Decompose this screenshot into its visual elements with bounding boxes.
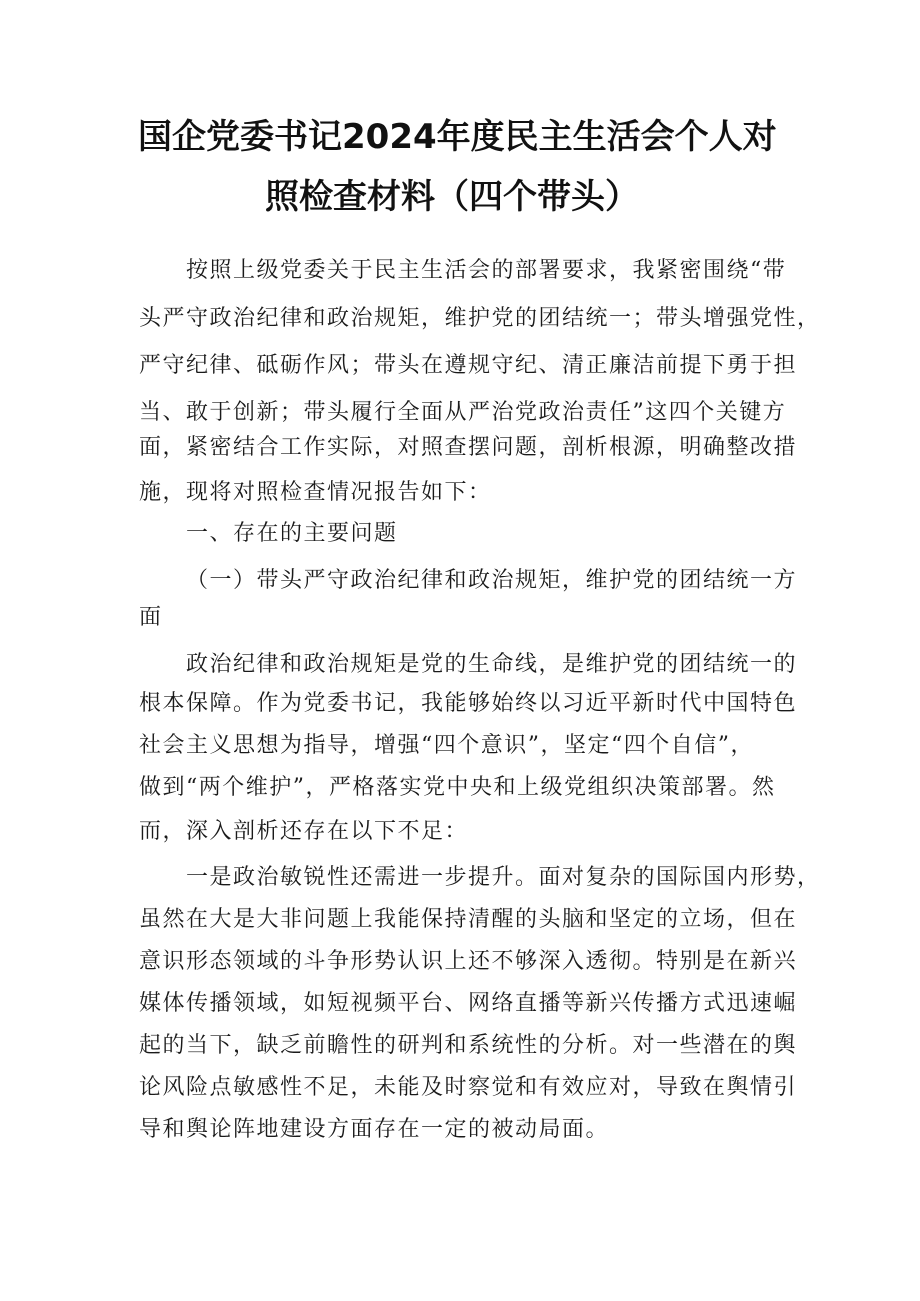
paragraph-line: 论风险点敏感性不足，未能及时察觉和有效应对，导致在舆情引 xyxy=(139,1075,798,1100)
intro-paragraph-line: 按照上级党委关于民主生活会的部署要求，我紧密围绕“带 xyxy=(186,258,787,283)
paragraph-line: 而，深入剖析还存在以下不足： xyxy=(139,819,469,844)
paragraph-line: 政治纪律和政治规矩是党的生命线，是维护党的团结统一的 xyxy=(186,652,798,677)
paragraph-line: 导和舆论阵地建设方面存在一定的被动局面。 xyxy=(139,1117,610,1142)
subsection-heading-line: （一）带头严守政治纪律和政治规矩，维护党的团结统一方 xyxy=(186,568,798,593)
document-title-line-2: 照检查材料（四个带头） xyxy=(265,177,639,217)
intro-paragraph-line: 施，现将对照检查情况报告如下： xyxy=(139,480,492,505)
paragraph-line: 意识形态领域的斗争形势认识上还不够深入透彻。特别是在新兴 xyxy=(139,949,798,974)
subsection-heading-line: 面 xyxy=(139,605,163,630)
paragraph-line: 媒体传播领域，如短视频平台、网络直播等新兴传播方式迅速崛 xyxy=(139,991,798,1016)
paragraph-line: 起的当下，缺乏前瞻性的研判和系统性的分析。对一些潜在的舆 xyxy=(139,1033,798,1058)
paragraph-line: 虽然在大是大非问题上我能保持清醒的头脑和坚定的立场，但在 xyxy=(139,907,798,932)
paragraph-line: 根本保障。作为党委书记，我能够始终以习近平新时代中国特色 xyxy=(139,691,798,716)
section-heading: 一、存在的主要问题 xyxy=(186,521,398,546)
document-title-line-1: 国企党委书记2024年度民主生活会个人对 xyxy=(138,117,777,157)
paragraph-line: 社会主义思想为指导，增强“四个意识”，坚定“四个自信”， xyxy=(139,733,754,758)
paragraph-line: 做到“两个维护”，严格落实党中央和上级党组织决策部署。然 xyxy=(139,775,776,800)
intro-paragraph-line: 当、敢于创新；带头履行全面从严治党政治责任”这四个关键方 xyxy=(139,400,787,425)
paragraph-line: 一是政治敏锐性还需进一步提升。面对复杂的国际国内形势， xyxy=(186,865,821,890)
intro-paragraph-line: 头严守政治纪律和政治规矩，维护党的团结统一；带头增强党性， xyxy=(139,306,821,331)
intro-paragraph-line: 严守纪律、砥砺作风；带头在遵规守纪、清正廉洁前提下勇于担 xyxy=(139,353,798,378)
intro-paragraph-line: 面，紧密结合工作实际，对照查摆问题，剖析根源，明确整改措 xyxy=(139,435,798,460)
